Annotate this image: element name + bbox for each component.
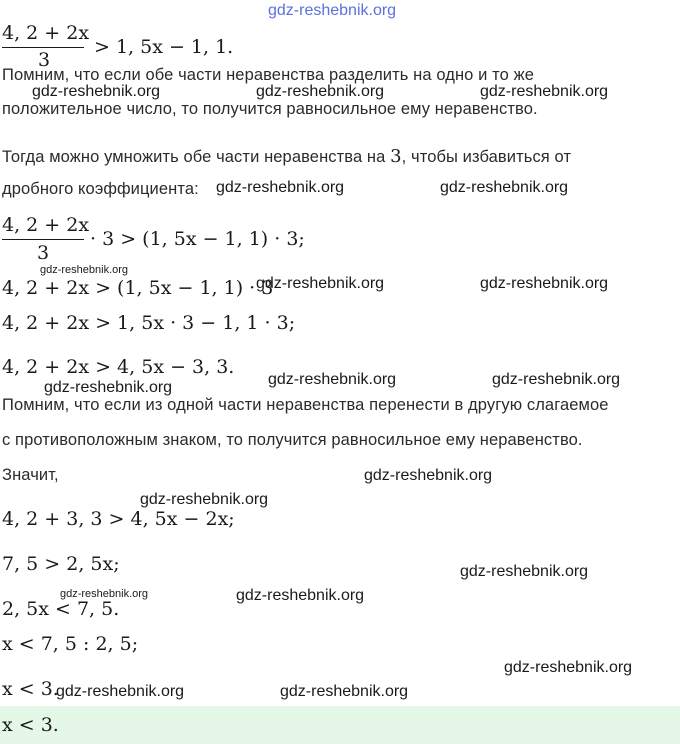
- p2-line1: [2, 146, 571, 167]
- watermark: gdz-reshebnik.org: [480, 275, 609, 292]
- watermark: gdz-reshebnik.org: [480, 83, 609, 100]
- watermark: gdz-reshebnik.org: [440, 179, 569, 196]
- watermark: gdz-reshebnik.org: [492, 371, 621, 388]
- p2-line1-b: , чтобы избавиться от: [401, 148, 572, 166]
- eq2-fraction-bar: [2, 239, 84, 240]
- watermark: gdz-reshebnik.org: [256, 83, 385, 100]
- equation-6: 4, 2 + 3, 3 > 4, 5x − 2x;: [2, 508, 235, 530]
- p2-line1-a: Тогда можно умножить обе части неравенства на: [2, 148, 391, 166]
- equation-4: 4, 2 + 2x > 1, 5x · 3 − 1, 1 · 3;: [2, 312, 296, 334]
- eq1-rest: > 1, 5x − 1, 1.: [94, 36, 234, 58]
- watermark: gdz-reshebnik.org: [268, 371, 397, 388]
- eq1-numerator: 4, 2 + 2x: [2, 22, 90, 44]
- equation-2: [2, 214, 322, 264]
- equation-8: 2, 5x < 7, 5.: [2, 598, 120, 620]
- p1-line2: положительное число, то получится равносильное ему неравенство.: [2, 100, 538, 118]
- equation-3: 4, 2 + 2x > (1, 5x − 1, 1) · 3: [2, 277, 274, 299]
- watermark: gdz-reshebnik.org: [236, 587, 365, 604]
- eq2-numerator: 4, 2 + 2x: [2, 214, 90, 236]
- watermark: gdz-reshebnik.org: [280, 683, 409, 700]
- answer-text: x < 3.: [2, 714, 59, 736]
- watermark-top: gdz-reshebnik.org: [268, 2, 397, 19]
- eq1-fraction-bar: [2, 47, 84, 48]
- equation-5: 4, 2 + 2x > 4, 5x − 3, 3.: [2, 356, 235, 378]
- watermark: gdz-reshebnik.org: [140, 491, 269, 508]
- p3-line1: Помним, что если из одной части неравенства перенести в другую слагаемое: [2, 396, 609, 414]
- p2-line2: дробного коэффициента:: [2, 180, 199, 198]
- watermark: gdz-reshebnik.org: [504, 659, 633, 676]
- equation-9: x < 7, 5 : 2, 5;: [2, 633, 139, 655]
- watermark: gdz-reshebnik.org: [460, 563, 589, 580]
- watermark: gdz-reshebnik.org: [216, 179, 345, 196]
- watermark: gdz-reshebnik.org: [32, 83, 161, 100]
- p2-line1-number: 3: [390, 146, 402, 167]
- equation-10: x < 3.: [2, 678, 59, 700]
- eq2-denominator: 3: [37, 242, 50, 264]
- eq2-rest: · 3 > (1, 5x − 1, 1) · 3;: [90, 228, 305, 250]
- p3-line2: с противоположным знаком, то получится равносильное ему неравенство.: [2, 431, 583, 449]
- watermark: gdz-reshebnik.org: [44, 379, 173, 396]
- watermark-small: gdz-reshebnik.org: [40, 264, 129, 276]
- answer-box: [0, 706, 680, 744]
- watermark: gdz-reshebnik.org: [256, 275, 385, 292]
- equation-1: [2, 22, 262, 71]
- p1-line1: Помним, что если обе части неравенства разделить на одно и то же: [2, 66, 534, 84]
- watermark: gdz-reshebnik.org: [56, 683, 185, 700]
- eq1-denominator: 3: [38, 49, 51, 71]
- equation-7: 7, 5 > 2, 5x;: [2, 553, 120, 575]
- watermark: gdz-reshebnik.org: [364, 467, 493, 484]
- watermark-small: gdz-reshebnik.org: [60, 588, 149, 600]
- p4: Значит,: [2, 466, 59, 484]
